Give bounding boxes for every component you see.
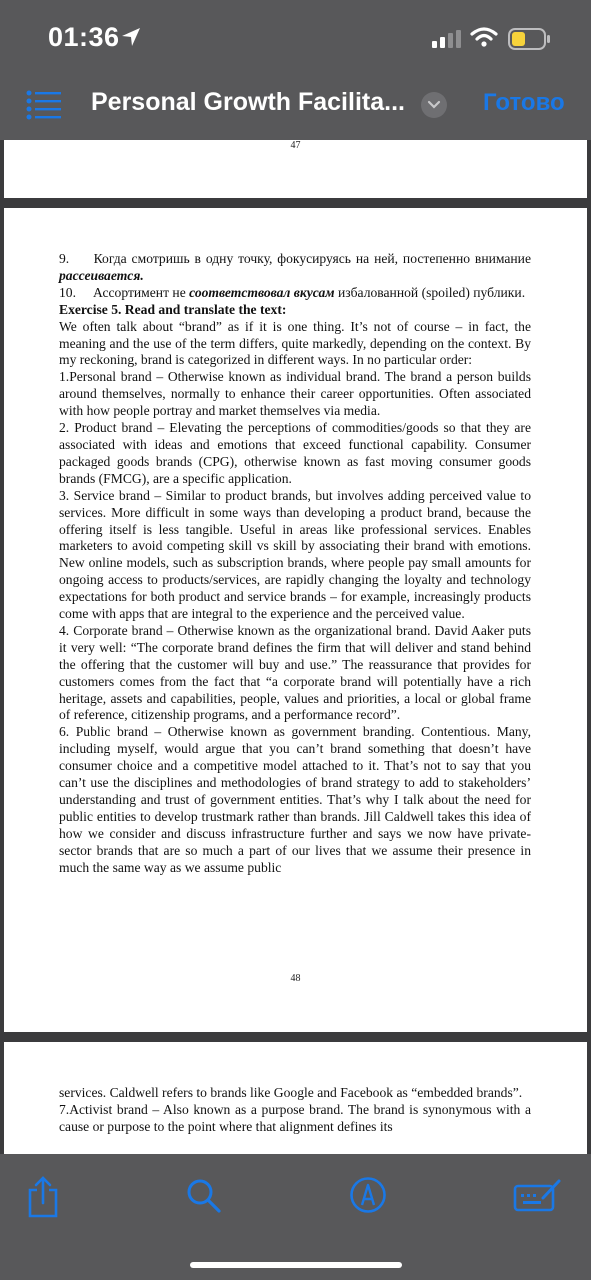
edit-keyboard-icon[interactable] <box>513 1178 563 1212</box>
share-icon[interactable] <box>26 1176 60 1218</box>
paragraph: 4. Corporate brand – Otherwise known as the organizational brand. David Aaker puts it very well: “The corporate brand defines the firm that will deliver and stand behind the offering that the customer will buy and use.” The reassurance that provides for customers comes from the fact that “a corporate brand will potentially have a rich heritage, assets and capabilities, people, values and priorities, a local or global frame of reference, citizenship programs, and a performance record”. <box>59 622 531 723</box>
title-menu-button[interactable] <box>421 92 447 118</box>
pdf-page-49 <box>4 1042 587 1154</box>
home-indicator <box>190 1262 402 1268</box>
list-item: 9. Когда смотришь в одну точку, фокусируясь на ней, постепенно внимание рассеивается. <box>59 251 531 283</box>
paragraph: 7.Activist brand – Also known as a purpose brand. The brand is synonymous with a cause or purpose to the point where that alignment defines its <box>59 1101 531 1134</box>
chevron-down-icon <box>421 92 447 118</box>
paragraph: 2. Product brand – Elevating the perceptions of commodities/goods so that they are associated with ideas and emotions that exceed functional capability. Consumer packaged goods brands (CPG), otherwise known as fast moving consumer goods brands (FMCG), are a specific application. <box>59 420 531 486</box>
page-text <box>59 251 531 877</box>
navigation-bar <box>0 72 591 140</box>
exercise-heading: Exercise 5. Read and translate the text: <box>59 301 287 317</box>
paragraph: We often talk about “brand” as if it is one thing. It’s not of course – in fact, the meaning and the use of the term differs, quite markedly, depending on the context. By my reckoning, brand is categorized in different ways. In no particular order: <box>59 318 531 368</box>
outline-list-icon[interactable] <box>26 88 62 122</box>
page-number: 47 <box>290 140 301 151</box>
status-time: 01:36 <box>48 22 120 52</box>
cellular-signal-icon <box>432 30 462 48</box>
page-number: 48 <box>290 973 301 984</box>
pdf-page-47 <box>4 140 587 198</box>
wifi-icon <box>470 26 498 48</box>
location-arrow-icon <box>120 26 142 48</box>
paragraph: 1.Personal brand – Otherwise known as individual brand. The brand a person builds around themselves, normally to enhance their career opportunities. Often associated with how people portray and market themselves via media. <box>59 369 531 419</box>
paragraph: services. Caldwell refers to brands like Google and Facebook as “embedded brands”. <box>59 1085 523 1100</box>
status-bar <box>0 0 591 72</box>
markup-icon[interactable] <box>349 1176 387 1214</box>
paragraph: 6. Public brand – Otherwise known as government branding. Contentious. Many, including myself, would argue that you can’t brand something that doesn’t have consumer choice and a competitive model attached to it. That’s not to say that you can’t use the disciplines and methodologies of brand strategy to add to stakeholders’ understanding and trust of government entities. That’s why I talk about the need for public entities to develop trustmark rather than brands. Jill Caldwell takes this idea of how we consider and discuss infrastructure further and says we now have private-sector brands that are so much a part of our lives that we assume their presence in much the same way as we assume public <box>59 724 531 875</box>
search-icon[interactable] <box>186 1178 222 1214</box>
page-text <box>59 1085 531 1136</box>
done-button[interactable]: Готово <box>483 89 565 116</box>
battery-icon <box>508 28 552 50</box>
pdf-page-48 <box>4 208 587 1032</box>
paragraph: 3. Service brand – Similar to product brands, but involves adding perceived value to services. More difficult in some ways than developing a product brand, because the offering itself is less tangible. Useful in areas like professional services. Enables marketers to avoid competing skill vs skill by associating their brand with emotions. New online models, such as subscription brands, where people pay small amounts for ongoing access to products/services, are rapidly changing the loyalty and technology expectations for both product and service brands – for example, increasingly products come with apps that are integral to the experience and the perceived value. <box>59 487 531 622</box>
list-item: 10. Ассортимент не соответствовал вкусам избалованной (spoiled) публики. <box>59 284 526 300</box>
document-title[interactable]: Personal Growth Facilita... <box>91 88 405 116</box>
